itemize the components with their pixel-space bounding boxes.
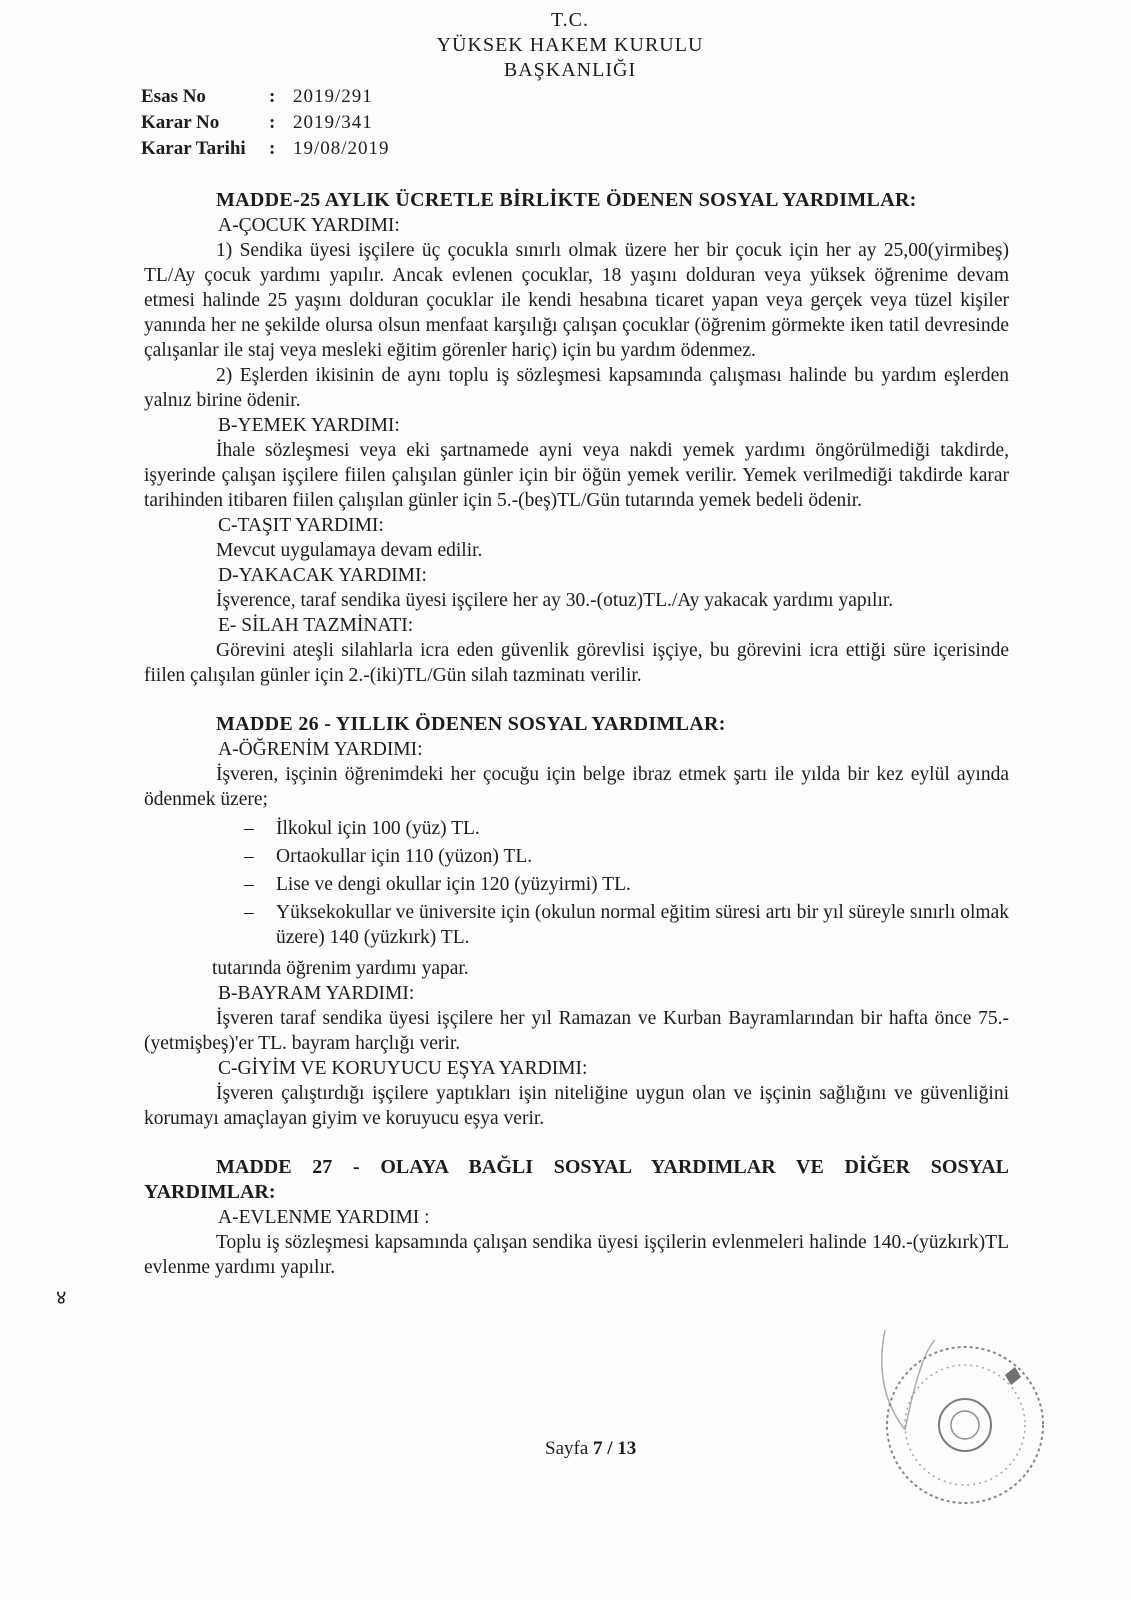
article-25-d-paragraph: İşverence, taraf sendika üyesi işçilere her ay 30.-(otuz)TL./Ay yakacak yardımı yapılır.: [216, 590, 894, 611]
meta-separator: :: [269, 86, 276, 107]
meta-value: 2019/291: [293, 86, 373, 107]
official-seal-stamp-icon: [845, 1320, 1055, 1530]
article-27-a-title: A-EVLENME YARDIMI :: [218, 1207, 430, 1228]
article-25-d-title: D-YAKACAK YARDIMI:: [218, 565, 427, 586]
header-line-1: T.C.: [550, 9, 590, 31]
article-25-title: MADDE-25 AYLIK ÜCRETLE BİRLİKTE ÖDENEN SOSYAL YARDIMLAR:: [216, 189, 917, 211]
meta-label: Karar No: [141, 112, 220, 133]
article-25-b-paragraph: İhale sözleşmesi veya eki şartnamede ayni veya nakdi yemek yardımı öngörülmediği takdirde, işyerinde çalışan işçilere fiilen çalışılan günler için bir öğün yemek verilir. Yemek verilmediği takdirde karar tarihinden itibaren fiilen çalışılan günler için 5.-(beş)TL/Gün tutarında yemek bedeli ödenir.: [144, 440, 1009, 511]
article-26-a-after: tutarında öğrenim yardımı yapar.: [212, 958, 469, 979]
meta-separator: :: [269, 138, 276, 159]
article-26-c-title: C-GİYİM VE KORUYUCU EŞYA YARDIMI:: [218, 1058, 588, 1079]
margin-handwritten-mark: ४: [56, 1287, 67, 1309]
article-25-a-paragraph-2: 2) Eşlerden ikisinin de aynı toplu iş sözleşmesi kapsamında çalışması halinde bu yardım eşlerden yalnız birine ödenir.: [144, 365, 1009, 411]
meta-row-karar: [141, 110, 390, 136]
list-item: – Lise ve dengi okullar için 120 (yüzyirmi) TL.: [244, 872, 1009, 897]
page-number: 7 / 13: [593, 1438, 637, 1459]
article-27-title: MADDE 27 - OLAYA BAĞLI SOSYAL YARDIMLAR VE DİĞER SOSYAL YARDIMLAR:: [144, 1156, 1009, 1203]
article-25-b-title: B-YEMEK YARDIMI:: [218, 415, 400, 436]
document-body: [144, 188, 1009, 1280]
meta-row-tarih: [141, 136, 390, 162]
article-25-a-title: A-ÇOCUK YARDIMI:: [218, 215, 400, 236]
header-line-3: BAŞKANLIĞI: [503, 59, 637, 81]
article-26-b-paragraph: İşveren taraf sendika üyesi işçilere her yıl Ramazan ve Kurban Bayramlarından bir hafta önce 75.-(yetmişbeş)'er TL. bayram harçlığı verir.: [144, 1008, 1009, 1054]
list-item: – İlkokul için 100 (yüz) TL.: [244, 816, 1009, 841]
article-27-a-paragraph: Toplu iş sözleşmesi kapsamında çalışan sendika üyesi işçilerin evlenmeleri halinde 140.-(yüzkırk)TL evlenme yardımı yapılır.: [144, 1232, 1009, 1278]
list-item: – Yüksekokullar ve üniversite için (okulun normal eğitim süresi artı bir yıl süreyle sınırlı olmak üzere) 140 (yüzkırk) TL.: [244, 900, 1009, 950]
article-26-c-paragraph: İşveren çalıştırdığı işçilere yaptıkları işin niteliğine uygun olan ve işçinin sağlığını ve güvenliğini korumayı amaçlayan giyim ve koruyucu eşya verir.: [144, 1083, 1009, 1129]
article-25-e-title: E- SİLAH TAZMİNATI:: [218, 615, 414, 636]
meta-label: Esas No: [141, 86, 206, 107]
institution-header: [420, 8, 720, 83]
article-25-c-paragraph: Mevcut uygulamaya devam edilir.: [216, 540, 483, 561]
education-aid-list: [144, 816, 1009, 950]
article-25-e-paragraph: Görevini ateşli silahlarla icra eden güvenlik görevlisi işçiye, bu görevini icra ettiği süre içerisinde fiilen çalışılan günler için 2.-(iki)TL/Gün silah tazminatı verilir.: [144, 640, 1009, 686]
case-metadata: [141, 84, 390, 162]
page-footer: [545, 1438, 636, 1460]
meta-value: 2019/341: [293, 112, 373, 133]
meta-value: 19/08/2019: [293, 138, 390, 159]
meta-separator: :: [269, 112, 276, 133]
list-item: – Ortaokullar için 110 (yüzon) TL.: [244, 844, 1009, 869]
page-label: Sayfa: [545, 1438, 589, 1459]
article-26-title: MADDE 26 - YILLIK ÖDENEN SOSYAL YARDIMLAR:: [216, 713, 726, 735]
article-26-a-title: A-ÖĞRENİM YARDIMI:: [218, 739, 423, 760]
meta-row-esas: [141, 84, 390, 110]
article-25-a-paragraph-1: 1) Sendika üyesi işçilere üç çocukla sınırlı olmak üzere her bir çocuk için her ay 25,00(yirmibeş) TL/Ay çocuk yardımı yapılır. Ancak evlenen çocuklar, 18 yaşını dolduran veya yüksek öğrenime devam etmesi halinde 25 yaşını dolduran çocuklar ile kendi hesabına ticaret yapan veya gerçek veya tüzel kişiler yanında her ne şekilde olursa olsun menfaat karşılığı çalışan çocuklar (öğrenim görmekte iken tatil devresinde çalışanlar ile staj veya mesleki eğitim görenler hariç) için bu yardım ödenmez.: [144, 240, 1009, 361]
article-26-b-title: B-BAYRAM YARDIMI:: [218, 983, 415, 1004]
header-line-2: YÜKSEK HAKEM KURULU: [436, 34, 704, 56]
meta-label: Karar Tarihi: [141, 138, 246, 159]
article-25-c-title: C-TAŞIT YARDIMI:: [218, 515, 384, 536]
article-26-a-paragraph: İşveren, işçinin öğrenimdeki her çocuğu için belge ibraz etmek şartı ile yılda bir kez eylül ayında ödenmek üzere;: [144, 764, 1009, 810]
